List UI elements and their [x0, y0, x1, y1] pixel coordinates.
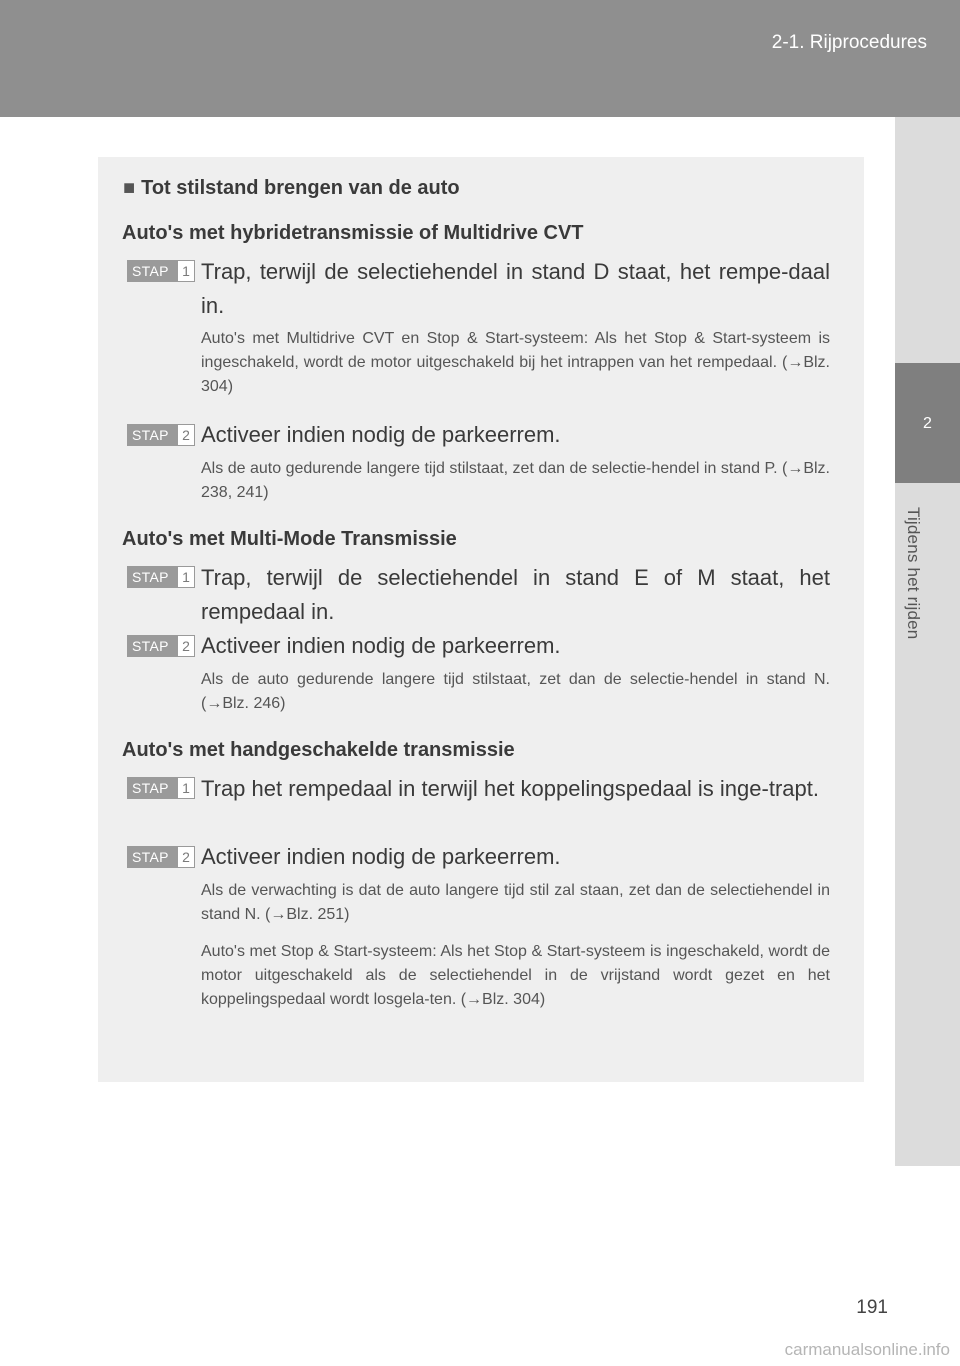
chapter-number-box: [895, 363, 960, 483]
step-badge: [127, 260, 195, 282]
step-badge: [127, 566, 195, 588]
chapter-number: 2: [923, 415, 932, 432]
section-heading: [123, 177, 460, 200]
step-text: Trap het rempedaal in terwijl het koppelingspedaal is inge-trapt.: [201, 776, 819, 801]
page-header: [0, 0, 960, 117]
step-badge-word: STAP: [128, 636, 178, 656]
block-title: Auto's met handgeschakelde transmissie: [122, 739, 515, 761]
step-badge-number: 2: [178, 847, 194, 867]
step-badge: [127, 635, 195, 657]
step-badge: [127, 777, 195, 799]
step-badge-number: 1: [178, 567, 194, 587]
chapter-tab-lower: [895, 483, 960, 1166]
step-badge: [127, 424, 195, 446]
step-note: Als de auto gedurende langere tijd stilstaat, zet dan de selectie-hendel in stand P. (→Blz. 238, 241): [201, 460, 830, 501]
step-text: Activeer indien nodig de parkeerrem.: [201, 633, 561, 658]
section-title: 2-1. Rijprocedures: [771, 32, 927, 53]
chapter-tab-upper: [895, 117, 960, 363]
step-note: Als de auto gedurende langere tijd stilstaat, zet dan de selectie-hendel in stand N. (→Blz. 246): [201, 671, 830, 712]
step-badge-word: STAP: [128, 567, 178, 587]
heading-square-icon: ■: [123, 177, 136, 199]
step-note: Auto's met Stop & Start-systeem: Als het Stop & Start-systeem is ingeschakeld, wordt de motor uitgeschakeld als de selectiehendel in de vrijstand wordt gezet en het koppelingspedaal wordt losgela-ten. (→Blz. 304): [201, 943, 830, 1008]
block-title: Auto's met Multi-Mode Transmissie: [122, 528, 457, 550]
step-badge: [127, 846, 195, 868]
step-text: Activeer indien nodig de parkeerrem.: [201, 844, 561, 869]
step-badge-word: STAP: [128, 425, 178, 445]
step-badge-word: STAP: [128, 847, 178, 867]
step-badge-number: 2: [178, 425, 194, 445]
watermark: carmanualsonline.info: [784, 1340, 950, 1359]
chapter-label: Tijdens het rijden: [904, 507, 923, 640]
heading-text: Tot stilstand brengen van de auto: [141, 177, 460, 199]
step-note: Auto's met Multidrive CVT en Stop & Start-systeem: Als het Stop & Start-systeem is ingeschakeld, wordt de motor uitgeschakeld bij het intrappen van het rempedaal. (→Blz. 304): [201, 330, 830, 395]
page-number: 191: [856, 1297, 888, 1318]
step-badge-word: STAP: [128, 261, 178, 281]
step-badge-word: STAP: [128, 778, 178, 798]
step-badge-number: 2: [178, 636, 194, 656]
step-badge-number: 1: [178, 778, 194, 798]
step-text: Trap, terwijl de selectiehendel in stand E of M staat, het rempedaal in.: [201, 565, 830, 624]
step-text: Activeer indien nodig de parkeerrem.: [201, 422, 561, 447]
step-badge-number: 1: [178, 261, 194, 281]
block-title: Auto's met hybridetransmissie of Multidrive CVT: [122, 222, 584, 244]
step-note: Als de verwachting is dat de auto langere tijd stil zal staan, zet dan de selectiehendel in stand N. (→Blz. 251): [201, 882, 830, 923]
chapter-tab: [895, 117, 960, 1166]
step-text: Trap, terwijl de selectiehendel in stand D staat, het rempe-daal in.: [201, 259, 830, 318]
